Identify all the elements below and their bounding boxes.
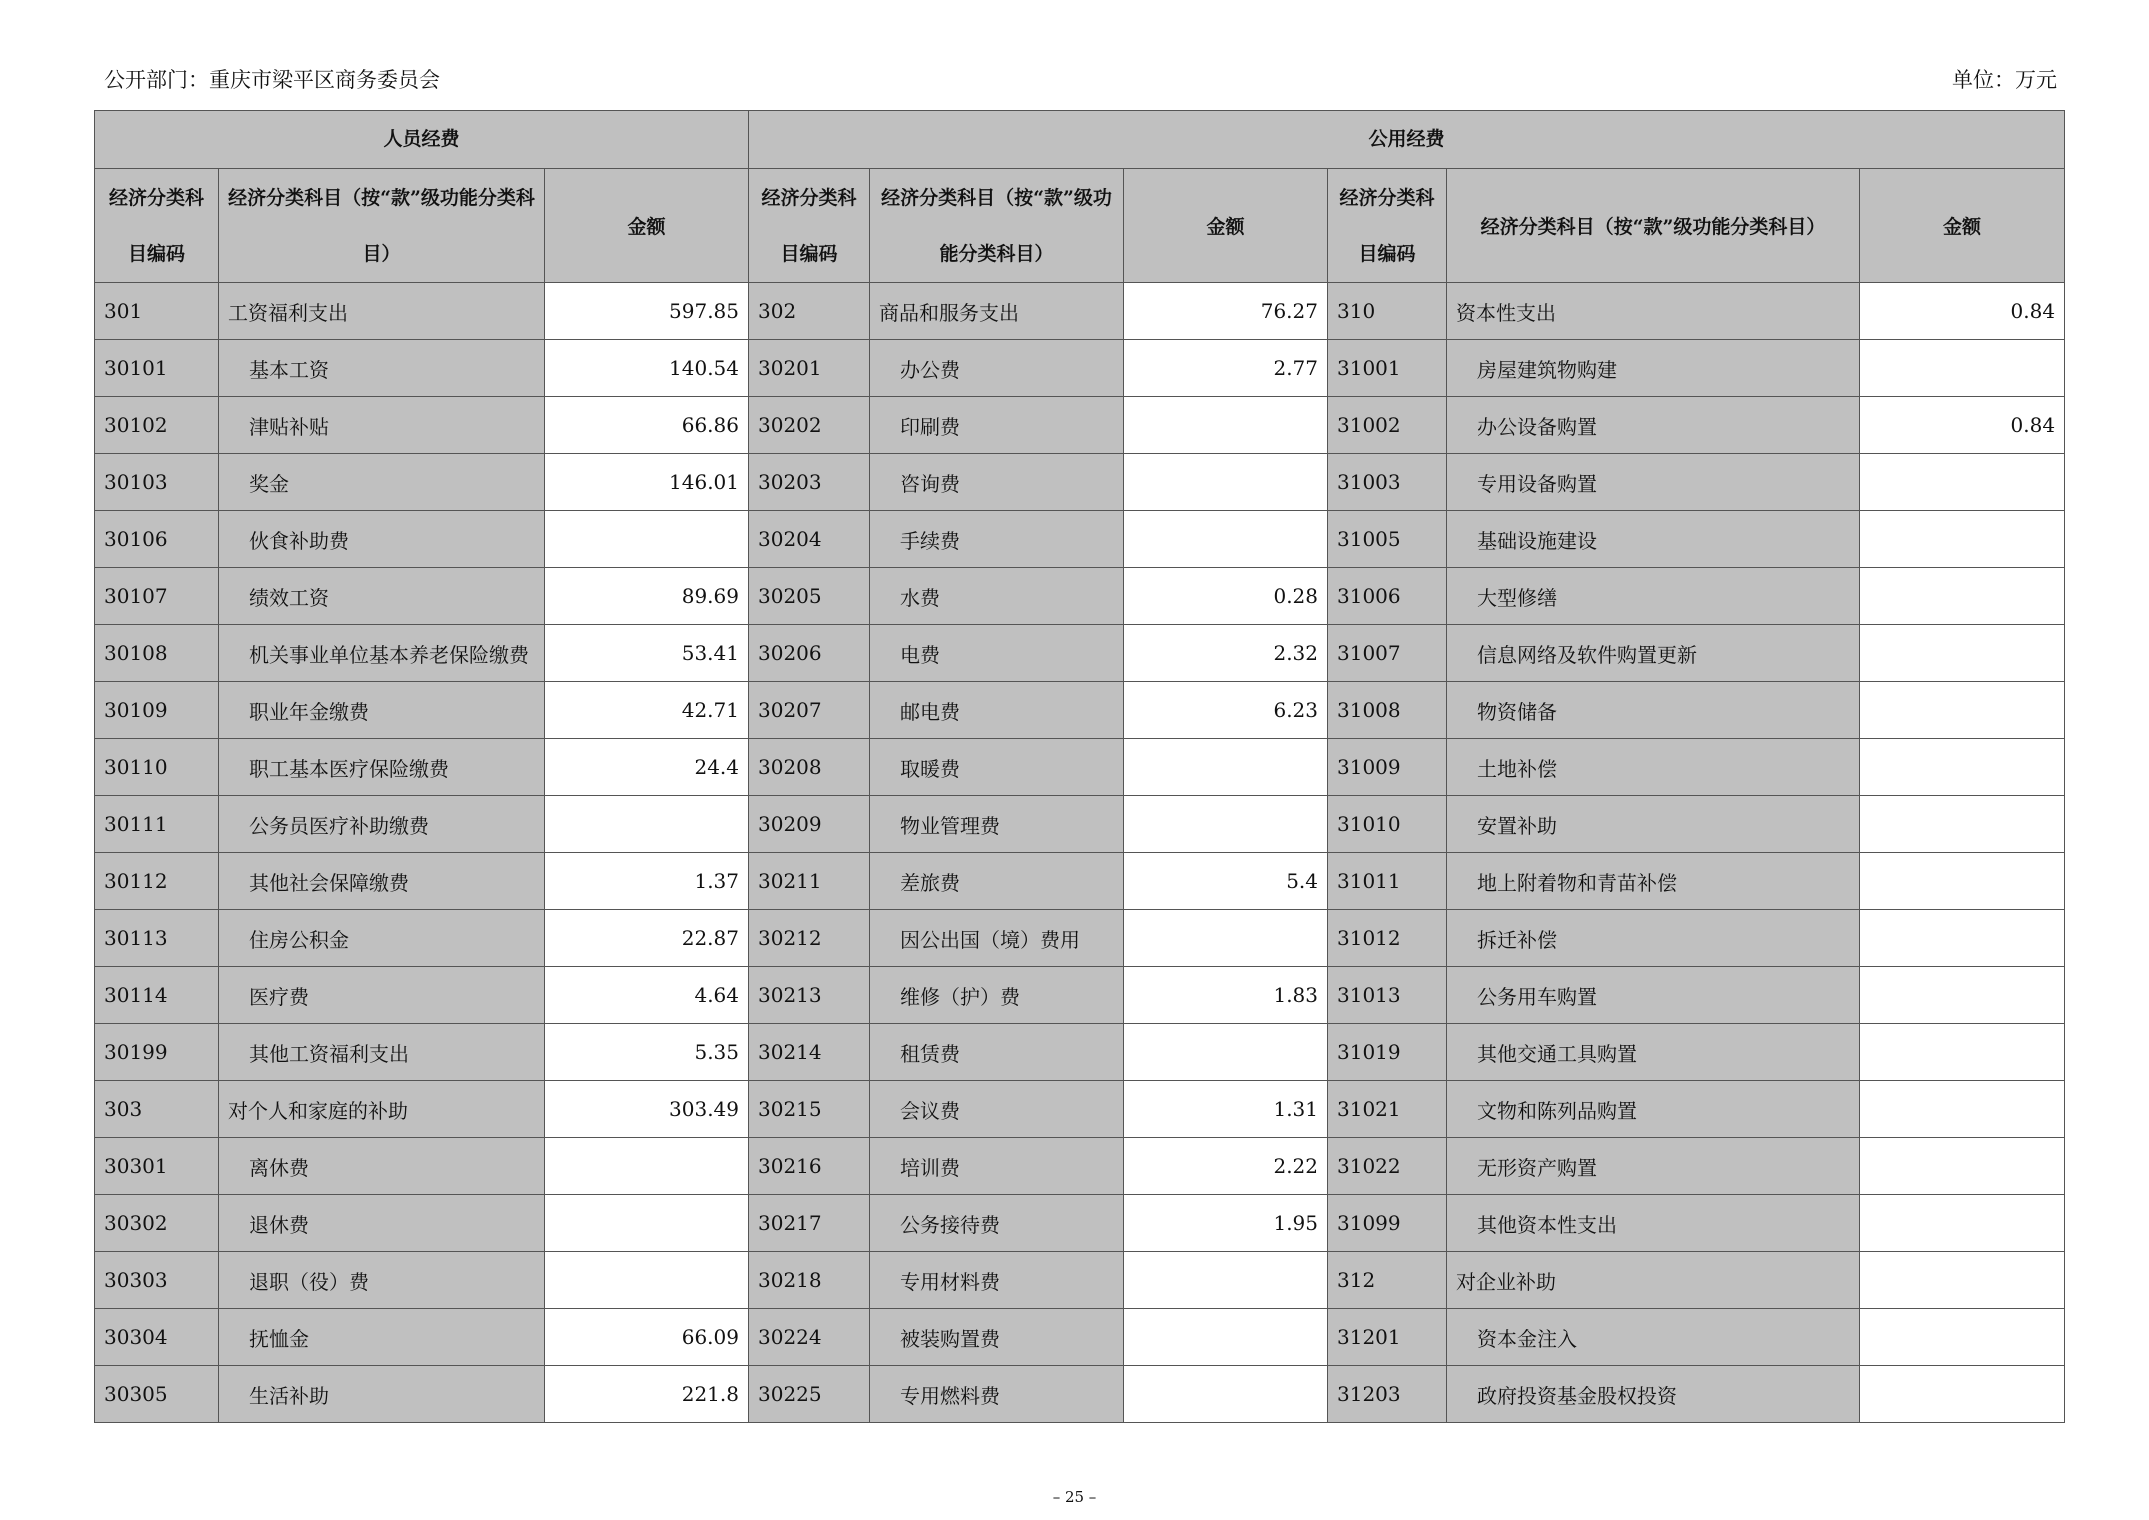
cell-code: 31203 [1328, 1366, 1447, 1423]
cell-code: 31003 [1328, 454, 1447, 511]
cell-amt: 5.35 [545, 1024, 749, 1081]
cell-code: 30209 [749, 796, 870, 853]
col-amount-header: 金额 [1860, 169, 2065, 283]
cell-code: 30218 [749, 1252, 870, 1309]
cell-amt [1860, 1309, 2065, 1366]
cell-code: 30305 [95, 1366, 219, 1423]
cell-code: 31009 [1328, 739, 1447, 796]
cell-amt: 1.31 [1124, 1081, 1328, 1138]
cell-code: 30112 [95, 853, 219, 910]
cell-code: 30214 [749, 1024, 870, 1081]
cell-code: 30113 [95, 910, 219, 967]
cell-amt: 42.71 [545, 682, 749, 739]
cell-amt: 597.85 [545, 283, 749, 340]
cell-code: 31002 [1328, 397, 1447, 454]
cell-amt [1124, 796, 1328, 853]
cell-amt: 89.69 [545, 568, 749, 625]
cell-name: 信息网络及软件购置更新 [1447, 625, 1860, 682]
cell-amt: 6.23 [1124, 682, 1328, 739]
cell-code: 30204 [749, 511, 870, 568]
cell-name: 因公出国（境）费用 [870, 910, 1124, 967]
cell-code: 30224 [749, 1309, 870, 1366]
table-row [95, 1024, 2065, 1081]
unit-label: 单位：万元 [1952, 68, 2057, 92]
cell-code: 30212 [749, 910, 870, 967]
cell-amt: 140.54 [545, 340, 749, 397]
cell-amt: 0.28 [1124, 568, 1328, 625]
cell-code: 30111 [95, 796, 219, 853]
cell-amt [1860, 910, 2065, 967]
cell-code: 30106 [95, 511, 219, 568]
cell-amt: 66.86 [545, 397, 749, 454]
table-row [95, 283, 2065, 340]
col-code-header: 经济分类科目编码 [749, 169, 870, 283]
cell-amt [1124, 511, 1328, 568]
cell-amt: 66.09 [545, 1309, 749, 1366]
table-row [95, 967, 2065, 1024]
cell-name: 办公费 [870, 340, 1124, 397]
cell-name: 差旅费 [870, 853, 1124, 910]
cell-name: 生活补助 [219, 1366, 545, 1423]
table-row [95, 910, 2065, 967]
table-row [95, 682, 2065, 739]
cell-name: 其他资本性支出 [1447, 1195, 1860, 1252]
cell-amt [1124, 1252, 1328, 1309]
cell-name: 退休费 [219, 1195, 545, 1252]
cell-code: 31005 [1328, 511, 1447, 568]
cell-name: 专用燃料费 [870, 1366, 1124, 1423]
cell-code: 31010 [1328, 796, 1447, 853]
cell-amt [1860, 1366, 2065, 1423]
cell-name: 印刷费 [870, 397, 1124, 454]
cell-name: 商品和服务支出 [870, 283, 1124, 340]
cell-code: 30205 [749, 568, 870, 625]
cell-name: 住房公积金 [219, 910, 545, 967]
cell-name: 绩效工资 [219, 568, 545, 625]
cell-code: 303 [95, 1081, 219, 1138]
cell-name: 公务用车购置 [1447, 967, 1860, 1024]
table-row [95, 739, 2065, 796]
cell-amt [1860, 1024, 2065, 1081]
cell-name: 资本性支出 [1447, 283, 1860, 340]
cell-code: 31022 [1328, 1138, 1447, 1195]
cell-code: 31021 [1328, 1081, 1447, 1138]
cell-amt [1124, 1309, 1328, 1366]
cell-code: 301 [95, 283, 219, 340]
table-row [95, 511, 2065, 568]
cell-code: 302 [749, 283, 870, 340]
cell-name: 被装购置费 [870, 1309, 1124, 1366]
cell-amt: 1.37 [545, 853, 749, 910]
cell-amt: 1.95 [1124, 1195, 1328, 1252]
cell-amt [1860, 568, 2065, 625]
cell-amt [1860, 1138, 2065, 1195]
cell-code: 30211 [749, 853, 870, 910]
cell-amt [1860, 1252, 2065, 1309]
cell-code: 31012 [1328, 910, 1447, 967]
budget-table [94, 110, 2065, 1423]
table-row [95, 454, 2065, 511]
cell-name: 离休费 [219, 1138, 545, 1195]
cell-code: 30208 [749, 739, 870, 796]
col-code-header: 经济分类科目编码 [95, 169, 219, 283]
cell-code: 31099 [1328, 1195, 1447, 1252]
col-amount-header: 金额 [545, 169, 749, 283]
cell-code: 30199 [95, 1024, 219, 1081]
cell-amt: 2.32 [1124, 625, 1328, 682]
cell-amt: 2.22 [1124, 1138, 1328, 1195]
cell-name: 无形资产购置 [1447, 1138, 1860, 1195]
cell-name: 文物和陈列品购置 [1447, 1081, 1860, 1138]
cell-name: 基本工资 [219, 340, 545, 397]
cell-name: 手续费 [870, 511, 1124, 568]
cell-code: 30216 [749, 1138, 870, 1195]
cell-code: 30103 [95, 454, 219, 511]
cell-name: 对企业补助 [1447, 1252, 1860, 1309]
table-body [95, 283, 2065, 1423]
group-personnel-header: 人员经费 [95, 111, 749, 169]
cell-name: 机关事业单位基本养老保险缴费 [219, 625, 545, 682]
cell-name: 邮电费 [870, 682, 1124, 739]
cell-code: 30203 [749, 454, 870, 511]
cell-amt [1860, 625, 2065, 682]
cell-amt [1124, 1024, 1328, 1081]
cell-amt: 303.49 [545, 1081, 749, 1138]
cell-amt: 2.77 [1124, 340, 1328, 397]
cell-code: 31201 [1328, 1309, 1447, 1366]
cell-code: 310 [1328, 283, 1447, 340]
cell-name: 专用设备购置 [1447, 454, 1860, 511]
cell-name: 职业年金缴费 [219, 682, 545, 739]
table-row [95, 568, 2065, 625]
cell-amt [545, 1138, 749, 1195]
cell-name: 职工基本医疗保险缴费 [219, 739, 545, 796]
table-row [95, 796, 2065, 853]
cell-amt: 76.27 [1124, 283, 1328, 340]
cell-code: 30107 [95, 568, 219, 625]
cell-name: 土地补偿 [1447, 739, 1860, 796]
group-public-header: 公用经费 [749, 111, 2065, 169]
cell-amt [545, 1252, 749, 1309]
cell-code: 30215 [749, 1081, 870, 1138]
cell-amt [1860, 454, 2065, 511]
table-row [95, 625, 2065, 682]
cell-code: 30206 [749, 625, 870, 682]
cell-amt [1860, 967, 2065, 1024]
cell-amt [1860, 340, 2065, 397]
cell-name: 物资储备 [1447, 682, 1860, 739]
cell-code: 31007 [1328, 625, 1447, 682]
cell-code: 30217 [749, 1195, 870, 1252]
cell-amt [1860, 796, 2065, 853]
page-number: – 25 – [1052, 1488, 1097, 1506]
cell-name: 基础设施建设 [1447, 511, 1860, 568]
table-row [95, 1195, 2065, 1252]
cell-name: 电费 [870, 625, 1124, 682]
cell-code: 30207 [749, 682, 870, 739]
cell-amt [1860, 739, 2065, 796]
cell-amt: 4.64 [545, 967, 749, 1024]
col-amount-header: 金额 [1124, 169, 1328, 283]
cell-code: 30110 [95, 739, 219, 796]
cell-name: 拆迁补偿 [1447, 910, 1860, 967]
cell-code: 31006 [1328, 568, 1447, 625]
cell-name: 专用材料费 [870, 1252, 1124, 1309]
col-code-header: 经济分类科目编码 [1328, 169, 1447, 283]
cell-name: 房屋建筑物购建 [1447, 340, 1860, 397]
cell-amt [1124, 1366, 1328, 1423]
cell-code: 30201 [749, 340, 870, 397]
cell-name: 咨询费 [870, 454, 1124, 511]
cell-amt [545, 796, 749, 853]
cell-code: 30101 [95, 340, 219, 397]
cell-code: 31001 [1328, 340, 1447, 397]
cell-name: 医疗费 [219, 967, 545, 1024]
cell-code: 31013 [1328, 967, 1447, 1024]
cell-name: 取暖费 [870, 739, 1124, 796]
cell-code: 30213 [749, 967, 870, 1024]
cell-code: 30114 [95, 967, 219, 1024]
cell-name: 会议费 [870, 1081, 1124, 1138]
cell-amt: 1.83 [1124, 967, 1328, 1024]
page-cut-edge [94, 1437, 2064, 1440]
cell-name: 其他交通工具购置 [1447, 1024, 1860, 1081]
cell-amt [1860, 1195, 2065, 1252]
cell-name: 其他工资福利支出 [219, 1024, 545, 1081]
table-row [95, 1252, 2065, 1309]
cell-code: 30303 [95, 1252, 219, 1309]
cell-name: 其他社会保障缴费 [219, 853, 545, 910]
cell-name: 奖金 [219, 454, 545, 511]
cell-amt: 0.84 [1860, 397, 2065, 454]
cell-amt [1124, 454, 1328, 511]
cell-name: 政府投资基金股权投资 [1447, 1366, 1860, 1423]
cell-code: 30108 [95, 625, 219, 682]
cell-code: 30109 [95, 682, 219, 739]
cell-amt [1860, 853, 2065, 910]
cell-code: 31011 [1328, 853, 1447, 910]
table-row [95, 1366, 2065, 1423]
col-name-header: 经济分类科目（按“款”级功能分类科目） [219, 169, 545, 283]
col-name-header: 经济分类科目（按“款”级功能分类科目） [1447, 169, 1860, 283]
cell-name: 公务接待费 [870, 1195, 1124, 1252]
cell-code: 30202 [749, 397, 870, 454]
cell-amt: 221.8 [545, 1366, 749, 1423]
cell-name: 抚恤金 [219, 1309, 545, 1366]
cell-amt [1860, 1081, 2065, 1138]
cell-name: 地上附着物和青苗补偿 [1447, 853, 1860, 910]
cell-code: 312 [1328, 1252, 1447, 1309]
cell-amt: 146.01 [545, 454, 749, 511]
cell-amt [1860, 682, 2065, 739]
table-row [95, 340, 2065, 397]
cell-code: 31019 [1328, 1024, 1447, 1081]
cell-name: 租赁费 [870, 1024, 1124, 1081]
cell-amt [1860, 511, 2065, 568]
cell-name: 大型修缮 [1447, 568, 1860, 625]
cell-name: 维修（护）费 [870, 967, 1124, 1024]
cell-amt [1124, 397, 1328, 454]
cell-name: 培训费 [870, 1138, 1124, 1195]
cell-code: 30301 [95, 1138, 219, 1195]
cell-amt [545, 511, 749, 568]
cell-code: 30102 [95, 397, 219, 454]
cell-name: 公务员医疗补助缴费 [219, 796, 545, 853]
cell-name: 物业管理费 [870, 796, 1124, 853]
cell-amt: 53.41 [545, 625, 749, 682]
table-row [95, 1309, 2065, 1366]
cell-code: 30302 [95, 1195, 219, 1252]
cell-name: 对个人和家庭的补助 [219, 1081, 545, 1138]
cell-amt: 0.84 [1860, 283, 2065, 340]
cell-name: 伙食补助费 [219, 511, 545, 568]
table-row [95, 853, 2065, 910]
department-label: 公开部门：重庆市梁平区商务委员会 [104, 68, 440, 92]
cell-code: 31008 [1328, 682, 1447, 739]
cell-name: 水费 [870, 568, 1124, 625]
table-row [95, 397, 2065, 454]
cell-name: 资本金注入 [1447, 1309, 1860, 1366]
cell-amt [1124, 910, 1328, 967]
table-row [95, 1081, 2065, 1138]
cell-code: 30225 [749, 1366, 870, 1423]
cell-name: 工资福利支出 [219, 283, 545, 340]
cell-amt: 22.87 [545, 910, 749, 967]
cell-amt: 5.4 [1124, 853, 1328, 910]
cell-code: 30304 [95, 1309, 219, 1366]
col-name-header: 经济分类科目（按“款”级功能分类科目） [870, 169, 1124, 283]
cell-name: 安置补助 [1447, 796, 1860, 853]
cell-name: 退职（役）费 [219, 1252, 545, 1309]
cell-name: 津贴补贴 [219, 397, 545, 454]
table-row [95, 1138, 2065, 1195]
cell-amt [1124, 739, 1328, 796]
cell-amt: 24.4 [545, 739, 749, 796]
cell-amt [545, 1195, 749, 1252]
cell-name: 办公设备购置 [1447, 397, 1860, 454]
